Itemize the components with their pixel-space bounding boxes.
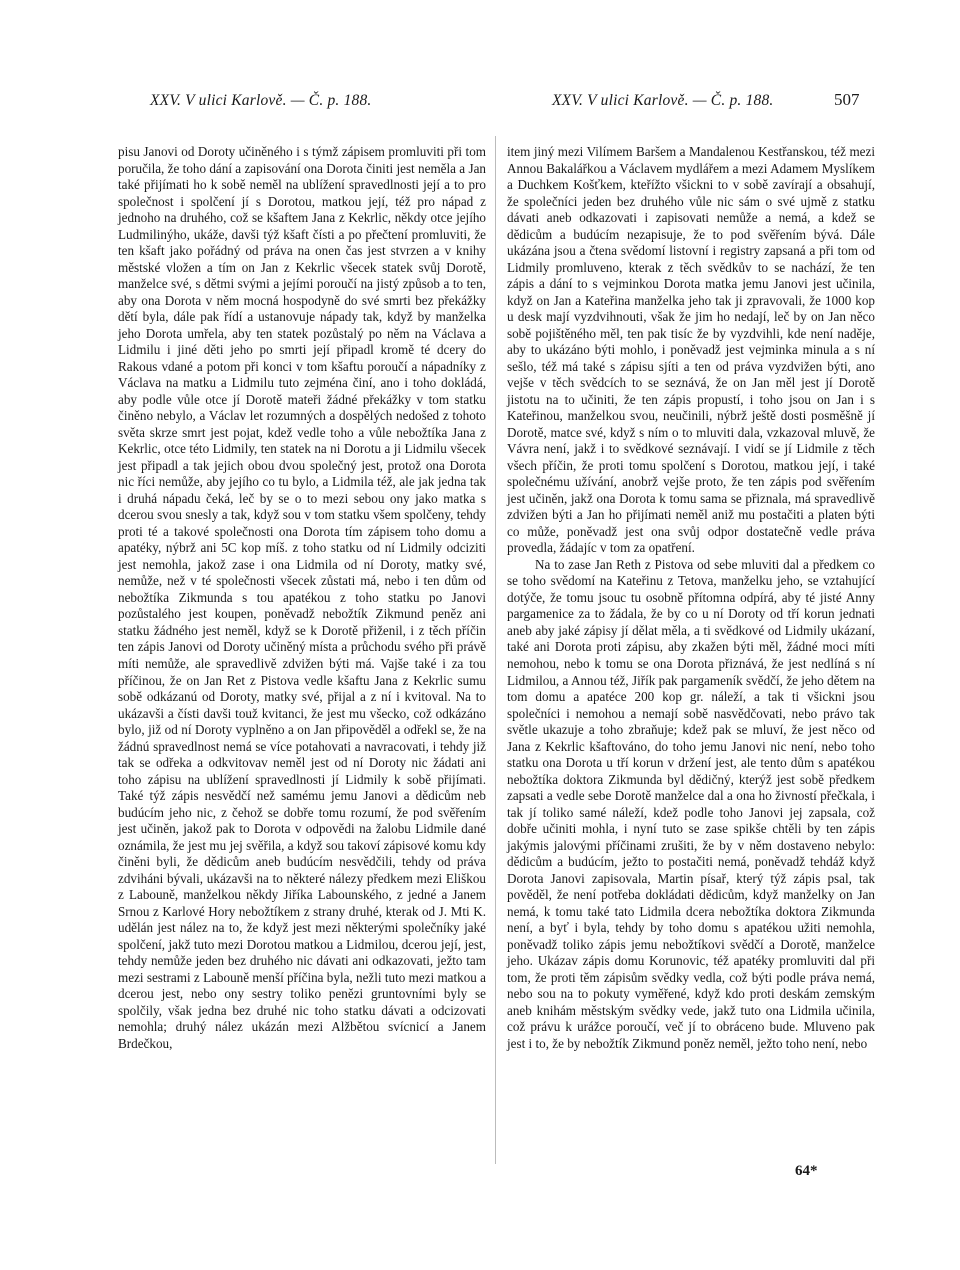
left-column-text: pisu Janovi od Doroty učiněného i s týmž zápisem promluviti při tom poručila, že toho dání a zapisování ona Dorota činiti jest neměla a Jan také přijímati ho k sobě neměl na ublížení spravedlnosti její a to pro společnost i spolčení jí s Dorotou, matkou její, též pro nápad z jednoho na druhého, což se kšaftem Jana z Kekrlic, někdy otce jejího Ludmilinýho, ukáže, davši týž kšaft čísti a po přečtení promluviti, že ten kšaft jako pořádný od práva na onen čas jest stvrzen a v knihy městské vložen a tím on Jan z Kekrlic všecek statek svůj Dorotě, manželce své, s dětmi svými a jejími poroučí na jistý způsob a to ten, aby ona Dorota v něm mocná hospodyně do své smrti bez překážky dětí byla, dále pak řídí a ustanovuje nápady tak, když by manželka jeho Dorota umřela, aby ten statek pozůstalý po něm na Václava a Lidmilu i jiné děti jeho po smrti její připadl kromě té dcery do Rakous vdané a potom při konci v tom kšaftu poroučí a nápadníky z Václava na matku a Lidmilu tuto zejména činí, ano i toho dokládá, aby podle vůle otce jí Dorotě mateři žádné překážky v tom statku činěno nebylo, a Václav let rozumných a dospělých nedošed z tohoto světa skrze smrt jest pojat, kdež vedle toho a vůle nebožtíka Jana z Kekrlic, otce této Lidmily, ten statek na ni Dorotu a ji Lidmilu všecek jest připadl a tak jejich obou dvou společný jest, protož ona Dorota nic říci nemůže, aby jejího co tu bylo, a Lidmila též, ale jak jedna tak i druhá nápadu čeká, leč by se o to mezi sebou ony jako matka s dcerou svou snesly a tak, když sou v tom statku všem spolčeny, tehdy proti té a takové společnosti ona Dorota tím zápisem toho domu a apatéky, nýbrž ani 5C kop míš. z toho statku od ní Lidmily odciziti jest nemohla, jakož zase i ona Lidmila od ní Doroty, matky své, nemůže, než v té společnosti všecek zůstati má, nebo i ten dům od nebožtíka Zikmunda s tou apatékou z toho statku po Janovi pozůstalého jest koupen, poněvadž nebožtík Zikmund peněz ani statku žádného jest neměl, když se k Dorotě přiženil, i z těch příčin ten zápis Janovi od Doroty učiněný místa a průchodu svého při právě míti nemůže, ale spravedlivě zdvižen býti má. Vajše také i za tou příčinou, že on Jan Ret z Pistova vedle kšaftu Jana z Kekrlic sumu sobě odkázanú od Doroty, matky své, přijal a z ní i kvitoval. Na to ukázavši a čísti davši touž kvitanci, že jest mu všecko, což odkázáno bylo, již od ní Doroty vyplněno a on Jan připověděl a odřekl se, že na žádnú spravedlnost nemá se více potahovati a navracovati, i tehdy již tak se odřeka a odkvitovav neměl jest od ní Doroty nic žádati ani toho zápisu na ublížení spravedlnosti jí Lidmily k sobě přijímati. Také týž zápis nesvědčí než samému jemu Janovi a dědicům neb budúcím jeho nic, z čehož se dobře tomu rozumí, že pod svěřením jest učiněn, jakož pak to Dorota v odpovědi na žalobu Lidmile dané oznámila, že jest mu jej svěřila, a když sou takoví zápisové komu kdy činěni byli, že dědicům aneb budúcím nesvědčili, tehdy od práva zdviháni bývali, ukázavši na to některé nálezy předkem mezi Eliškou z Labouně, manželkou někdy Jiříka Labounského, z jedné a Janem Srnou z Karlové Hory nebožtíkem z strany druhé, kterak od J. Mti K. udělán jest nález na to, že když jest mezi některými společníky jaké spolčení, jakž tuto mezi Dorotou matkou a Lidmilou, dcerou její, jest, tehdy nemůže jeden bez druhého nic dávati ani odkazovati, ježto tam mezi sestrami z Labouně menší příčina byla, nežli tuto mezi matkou a dcerou jest, nebo ony sestry toliko penězi gruntovními byly se spolčily, však jedna bez druhé nic toho statku dávati a odcizovati nemohla; druhý nález ukázán mezi Alžbětou svícnicí a Janem Brdečkou, bbox=[118, 144, 486, 1051]
running-header-left: XXV. V ulici Karlově. — Č. p. 188. bbox=[150, 92, 372, 109]
left-column bbox=[118, 144, 486, 1052]
column-divider bbox=[495, 136, 496, 1164]
right-column bbox=[507, 144, 875, 1052]
right-column-paragraph-2: Na to zase Jan Reth z Pistova od sebe mluviti dal a předkem co se toho svědomí na Kateřinu z Tetova, manželku jeho, se vztahující dotýče, že tomu jsouc tu osobně přítomna odpírá, aby té jisté Anny pargamenice za to žádala, že by co u ní Doroty od tří korun jednati aneb aby jaké zápisy jí dělat měla, a ti svědkové od Lidmily ukázaní, také ani Dorota proti zápisu, aby zkažen býti měl, žádné moci míti nemohou, nebo k tomu se ona Dorota přiznává, že jest nedlíná s ní Lidmilou, a Annou též, Jiřík pak pargameník svědčí, že jeho dětem na tom domu a apatéce 200 kop gr. náleží, a tak ti všickni jsou společníci i nemohou a nemají sobě nasvědčovati, nebo právo tak světle ukazuje a toho zbraňuje; kdež pak se mluví, že jest něco od Jana z Kekrlic kšaftováno, do toho jemu Janovi nic není, nebo toho statku ona Dorota u tří korun v držení jest, ale tento dům s apatékou nebožtíka doktora Zikmunda byl dědičný, kterýž jest sobě předkem zapsati a vedle sebe Dorotě manželce dal a ona ho živností přečkala, i tak jí toliko samé náleží, kdež podle toho Janovi jej zapsala, což dobře učiniti mohla, i nyní tuto se zase spikše chtěli by ten zápis jakýmis jalovými příčinami zrušiti, že by v něm dostaveno nebylo: dědicům a budúcím, ježto to postačiti nemá, poněvadž tehdáž když Dorota Janovi zapisovala, Martin písař, který týž zápis psal, tak pověděl, že není potřeba dokládati dědicům, když manželky on Jan nemá, k tomu také tato Lidmila dcera nebožtíka doktora Zikmunda není, a byť i byla, tehdy by toho domu s apatékou užiti nemohla, poněvadž toliko zápis jemu nebožtíkovi svědčí a Dorotě, manželce jeho. Ukázav zápis domu Korunovic, též apatéky promluviti dal při tom, že proti těm zápisům svědky vedla, což býti podle práva nemá, nebo sou na to pokuty vyměřené, když kdo proti deskám zemským aneb knihám městským svědky vede, jakž tuto ona Lidmila učinila, což právu k urážce poroučí, več jí to obráceno bude. Mluveno pak jest i to, že by nebožtík Zikmund poněz neměl, ježto toho není, nebo bbox=[507, 556, 875, 1051]
right-column-paragraph-1: item jiný mezi Vilímem Baršem a Mandalenou Kestřanskou, též mezi Annou Bakalářkou a Václavem mydlářem a mezi Adamem Myslíkem a Duchkem Košťkem, kteřížto všickni to v sobě zavírají a obsahují, že společníci jeden bez druhého vůle nic sám o své ujmě z statku dávati aneb odkazovati i zapisovati nemůže a nemá, a kdež se dědicům a budúcím nezapisuje, že to pod svěřením bývá. Dále ukázána jsou a čtena svědomí listovní i registry zapsaná a při tom od Lidmily promluveno, kterak z těch svědkův to se nachází, že ten zápis a dání to s vejminkou Dorota matka jemu Janovi jest učinila, když on Jan a Kateřina manželka jeho tak ji zpravovali, že 1000 kop u desk mají vyzdvihnouti, však že jim ho nedají, leč by on Jan něco sobě pojištěného měl, ten pak tisíc že by vyzdvihli, kde není naděje, aby to ukázáno býti mohlo, i poněvadž jest vejminka minula a s ní sešlo, též má také s zápisu sjíti a ten od práva vyzdvižen býti, ano vejše v těch svědcích to se seznává, že on Jan měl jest jí Dorotě jistotu na to učiniti, že ten zápis propustí, i toho jsou on Jan i s Kateřinou, manželkou svou, neučinili, nýbrž ještě dosti posměšně jí Dorotě, matce své, když s ním o to mluviti dala, vzkazoval mluvě, že Vávra není, jakž i to svědkové seznávají. I vidí se jí Lidmile z těch všech příčin, že proti tomu spolčení s Dorotou, matkou její, i také společnému užívání, anobrž vejše proto, že ten zápis pod svěřením jest učiněn, jakž ona Dorota k tomu sama se přiznala, má spravedlivě zdvižen býti a Jan ho přijímati neměl aniž mu postačiti a platen býti co může, poněvadž jest ona svůj odpor dostatečně vedle práva provedla, žádajíc v tom za opatření. bbox=[507, 144, 875, 556]
signature-mark: 64* bbox=[795, 1163, 818, 1179]
running-header-right: XXV. V ulici Karlově. — Č. p. 188. bbox=[552, 92, 774, 109]
page-number: 507 bbox=[834, 90, 860, 109]
